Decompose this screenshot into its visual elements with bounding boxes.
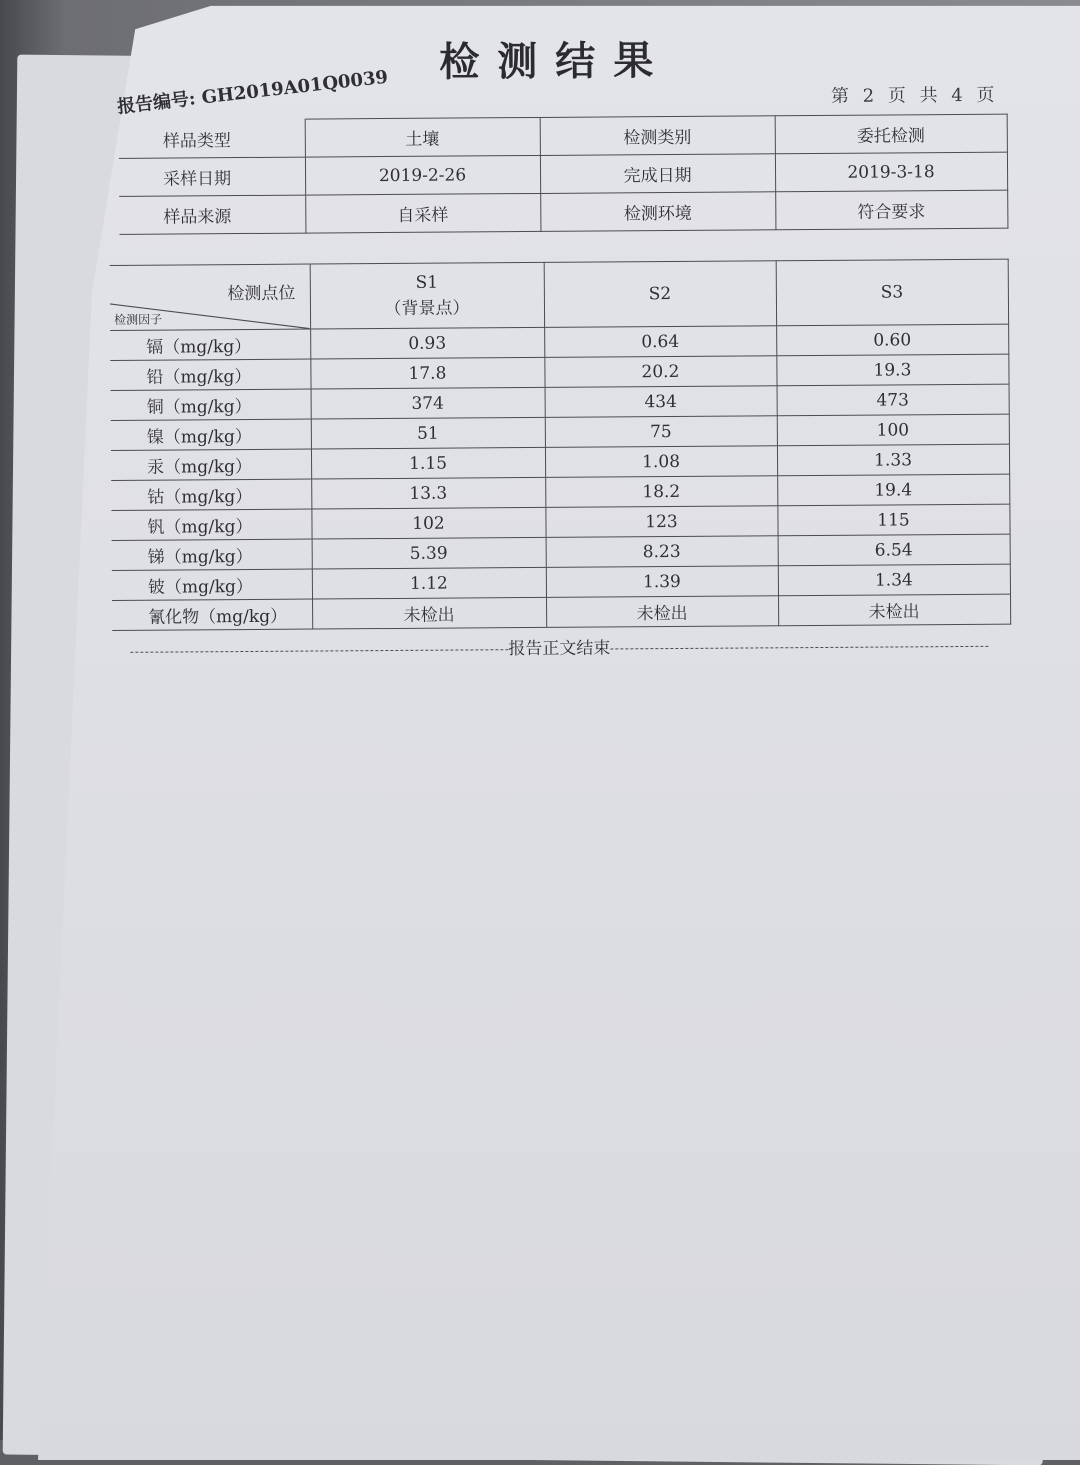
- info-value: 土壤: [305, 117, 540, 157]
- report-document: [102, 19, 1012, 665]
- result-row: [112, 594, 1010, 630]
- value-cell: 434: [545, 386, 777, 418]
- value-cell: 17.8: [310, 357, 544, 389]
- corner-bottom-label: 检测因子: [114, 312, 163, 327]
- value-cell: 19.4: [777, 474, 1009, 506]
- value-cell: 1.33: [777, 444, 1009, 476]
- site-header: [544, 261, 776, 328]
- value-cell: 5.39: [312, 537, 546, 569]
- value-cell: 75: [545, 416, 777, 448]
- factor-cell: 铅（mg/kg）: [110, 359, 310, 390]
- site-header: [776, 259, 1008, 326]
- factor-cell: 氰化物（mg/kg）: [112, 599, 312, 630]
- sample-info-table: [119, 114, 1008, 235]
- value-cell: 未检出: [546, 596, 778, 628]
- factor-cell: 钒（mg/kg）: [111, 509, 311, 540]
- report-end-line: [106, 631, 1012, 662]
- corner-top-label: 检测点位: [227, 283, 296, 305]
- info-key: 检测类别: [540, 116, 775, 156]
- site-name: S2: [648, 284, 672, 305]
- value-cell: 123: [545, 506, 777, 538]
- value-cell: 100: [777, 414, 1009, 446]
- results-table: [110, 259, 1011, 631]
- info-label: 样品类型: [119, 119, 305, 158]
- results-header-row: [110, 259, 1008, 330]
- value-cell: 0.64: [544, 326, 776, 358]
- factor-cell: 铜（mg/kg）: [111, 389, 311, 420]
- value-cell: 374: [311, 387, 545, 419]
- info-key: 完成日期: [540, 154, 775, 194]
- info-row: [119, 152, 1007, 196]
- value-cell: 1.12: [312, 567, 546, 599]
- site-note: （背景点）: [384, 298, 470, 320]
- value-cell: 51: [311, 417, 545, 449]
- value-cell: 473: [777, 384, 1009, 416]
- value-cell: 1.34: [778, 564, 1010, 596]
- factor-cell: 镍（mg/kg）: [111, 419, 311, 450]
- value-cell: 6.54: [778, 534, 1010, 566]
- site-name: S3: [880, 282, 904, 303]
- value-cell: 13.3: [311, 477, 545, 509]
- factor-cell: 镉（mg/kg）: [110, 329, 310, 360]
- info-value: 符合要求: [775, 190, 1007, 230]
- report-number: 报告编号: GH2019A01Q0039: [116, 66, 390, 118]
- info-value: 2019-3-18: [775, 152, 1007, 192]
- info-label: 采样日期: [119, 157, 305, 196]
- value-cell: 1.15: [311, 447, 545, 479]
- value-cell: 19.3: [776, 354, 1008, 386]
- info-value: 自采样: [305, 193, 540, 233]
- factor-cell: 汞（mg/kg）: [111, 449, 311, 480]
- value-cell: 1.08: [545, 446, 777, 478]
- value-cell: 0.60: [776, 324, 1008, 356]
- report-end-text: 报告正文结束: [508, 638, 611, 660]
- page-title: 检测结果: [439, 37, 672, 86]
- site-name: S1: [415, 272, 439, 293]
- dashed-rule-left: [130, 649, 508, 653]
- value-cell: 8.23: [546, 536, 778, 568]
- value-cell: 102: [311, 507, 545, 539]
- info-label: 样品来源: [119, 195, 305, 234]
- value-cell: 未检出: [312, 597, 546, 629]
- site-header: [310, 262, 544, 329]
- info-row: [119, 114, 1007, 158]
- info-row: [119, 190, 1007, 234]
- value-cell: 115: [777, 504, 1009, 536]
- page-indicator: 第 2 页 共 4 页: [830, 84, 999, 107]
- corner-header-cell: [110, 264, 310, 330]
- value-cell: 未检出: [778, 594, 1010, 626]
- value-cell: 20.2: [544, 356, 776, 388]
- info-key: 检测环境: [540, 192, 775, 232]
- info-value: 委托检测: [775, 114, 1007, 154]
- value-cell: 18.2: [545, 476, 777, 508]
- info-value: 2019-2-26: [305, 155, 540, 195]
- factor-cell: 锑（mg/kg）: [112, 539, 312, 570]
- value-cell: 0.93: [310, 327, 544, 359]
- factor-cell: 钴（mg/kg）: [111, 479, 311, 510]
- factor-cell: 铍（mg/kg）: [112, 569, 312, 600]
- value-cell: 1.39: [546, 566, 778, 598]
- dashed-rule-right: [610, 646, 988, 650]
